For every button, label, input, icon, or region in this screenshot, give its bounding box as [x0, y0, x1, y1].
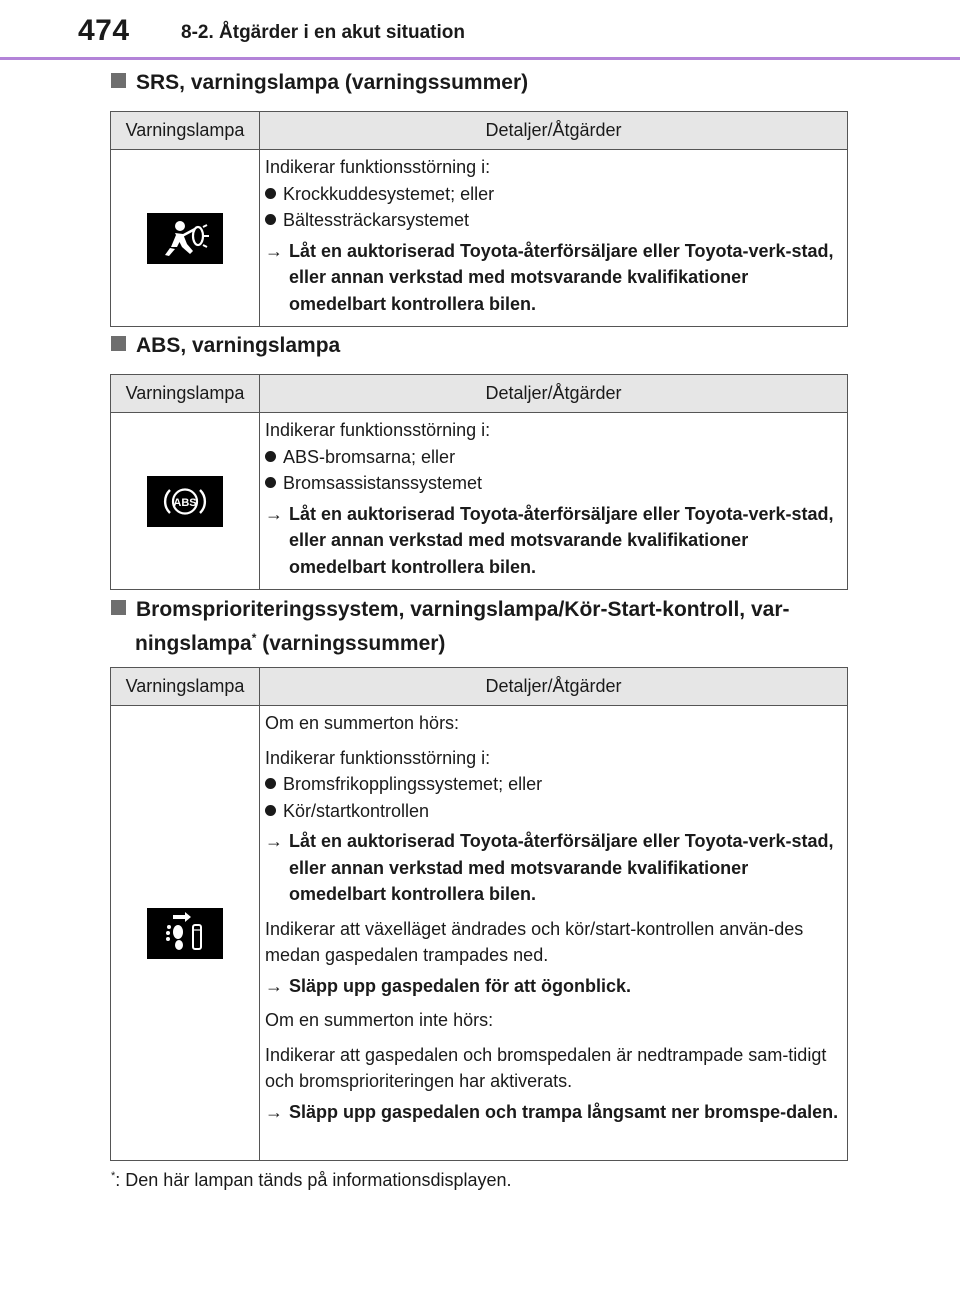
- col-header-lamp: Varningslampa: [111, 668, 260, 706]
- action-text: → Låt en auktoriserad Toyota-återförsäljare eller Toyota-verk-stad, eller annan verkstad med motsvarande kvalifikationer omedelbart kontrollera bilen.: [265, 238, 841, 318]
- condition-text: Om en summerton hörs:: [265, 713, 460, 733]
- square-bullet-icon: [111, 600, 126, 615]
- col-header-details: Detaljer/Åtgärder: [260, 375, 848, 413]
- bullet-dot-icon: [265, 805, 276, 816]
- list-item: Bromsfrikopplingssystemet; eller: [265, 771, 841, 798]
- section-heading-abs: ABS, varningslampa: [111, 331, 340, 360]
- col-header-lamp: Varningslampa: [111, 375, 260, 413]
- action-text: → Släpp upp gaspedalen och trampa långsamt ner bromspe-dalen.: [265, 1099, 841, 1126]
- abs-table: [110, 374, 848, 590]
- square-bullet-icon: [111, 73, 126, 88]
- chapter-title: 8-2. Åtgärder i en akut situation: [181, 22, 465, 43]
- arrow-icon: →: [265, 831, 283, 851]
- table-header-row: [111, 668, 848, 706]
- col-header-details: Detaljer/Åtgärder: [260, 668, 848, 706]
- header-rule: [0, 57, 960, 60]
- page-number: 474: [78, 14, 130, 47]
- bullet-dot-icon: [265, 477, 276, 488]
- arrow-icon: →: [265, 1101, 283, 1122]
- table-row: [111, 413, 848, 590]
- footnote-marker: *: [251, 631, 257, 645]
- arrow-icon: →: [265, 240, 283, 261]
- details-cell: [260, 150, 848, 327]
- col-header-lamp: Varningslampa: [111, 112, 260, 150]
- lamp-cell: [111, 150, 260, 327]
- lamp-cell: [111, 706, 260, 1161]
- intro-text: Indikerar funktionsstörning i:: [265, 420, 491, 440]
- details-cell: [260, 413, 848, 590]
- section-heading-brake-override: Bromsprioriteringssystem, varningslampa/Kör-Start-kontroll, var- ningslampa* (varningssummer): [111, 595, 790, 658]
- table-row: [111, 150, 848, 327]
- lamp-cell: [111, 413, 260, 590]
- footnote-marker: *: [111, 1170, 116, 1182]
- col-header-details: Detaljer/Åtgärder: [260, 112, 848, 150]
- table-row: [111, 706, 848, 1161]
- list-item: Bältessträckarsystemet: [265, 207, 841, 234]
- condition-text: Om en summerton inte hörs:: [265, 1010, 494, 1030]
- intro-text: Indikerar funktionsstörning i:: [265, 157, 491, 177]
- info-text: Indikerar att växelläget ändrades och kör/start-kontrollen använ-des medan gaspedalen trampades ned.: [265, 918, 804, 965]
- page-header: [0, 0, 960, 62]
- action-text: → Låt en auktoriserad Toyota-återförsäljare eller Toyota-verk-stad, eller annan verkstad med motsvarande kvalifikationer omedelbart kontrollera bilen.: [265, 828, 841, 908]
- table-header-row: [111, 375, 848, 413]
- action-text: → Släpp upp gaspedalen för att ögonblick.: [265, 973, 841, 1000]
- brake-pedal-drive-start-icon: [147, 908, 223, 959]
- info-text: Indikerar att gaspedalen och bromspedalen är nedtrampade sam-tidigt och bromsprioriteringen har aktiverats.: [265, 1044, 827, 1091]
- section-heading-srs: SRS, varningslampa (varningssummer): [111, 68, 528, 97]
- arrow-icon: →: [265, 503, 283, 524]
- list-item: Bromsassistanssystemet: [265, 470, 841, 497]
- srs-table: [110, 111, 848, 327]
- bullet-dot-icon: [265, 451, 276, 462]
- table-header-row: [111, 112, 848, 150]
- abs-icon: [147, 476, 223, 527]
- action-text: → Låt en auktoriserad Toyota-återförsäljare eller Toyota-verk-stad, eller annan verkstad med motsvarande kvalifikationer omedelbart kontrollera bilen.: [265, 501, 841, 581]
- square-bullet-icon: [111, 336, 126, 351]
- bullet-dot-icon: [265, 778, 276, 789]
- arrow-icon: →: [265, 975, 283, 996]
- list-item: ABS-bromsarna; eller: [265, 444, 841, 471]
- svg-text:ABS: ABS: [173, 496, 197, 509]
- srs-airbag-icon: [147, 213, 223, 264]
- bullet-dot-icon: [265, 214, 276, 225]
- bullet-dot-icon: [265, 188, 276, 199]
- intro-text: Indikerar funktionsstörning i:: [265, 747, 491, 768]
- details-cell: [260, 706, 848, 1161]
- brake-override-table: [110, 667, 848, 1161]
- footnote: *: Den här lampan tänds på informationsdisplayen.: [111, 1170, 512, 1190]
- list-item: Kör/startkontrollen: [265, 798, 841, 825]
- list-item: Krockkuddesystemet; eller: [265, 181, 841, 208]
